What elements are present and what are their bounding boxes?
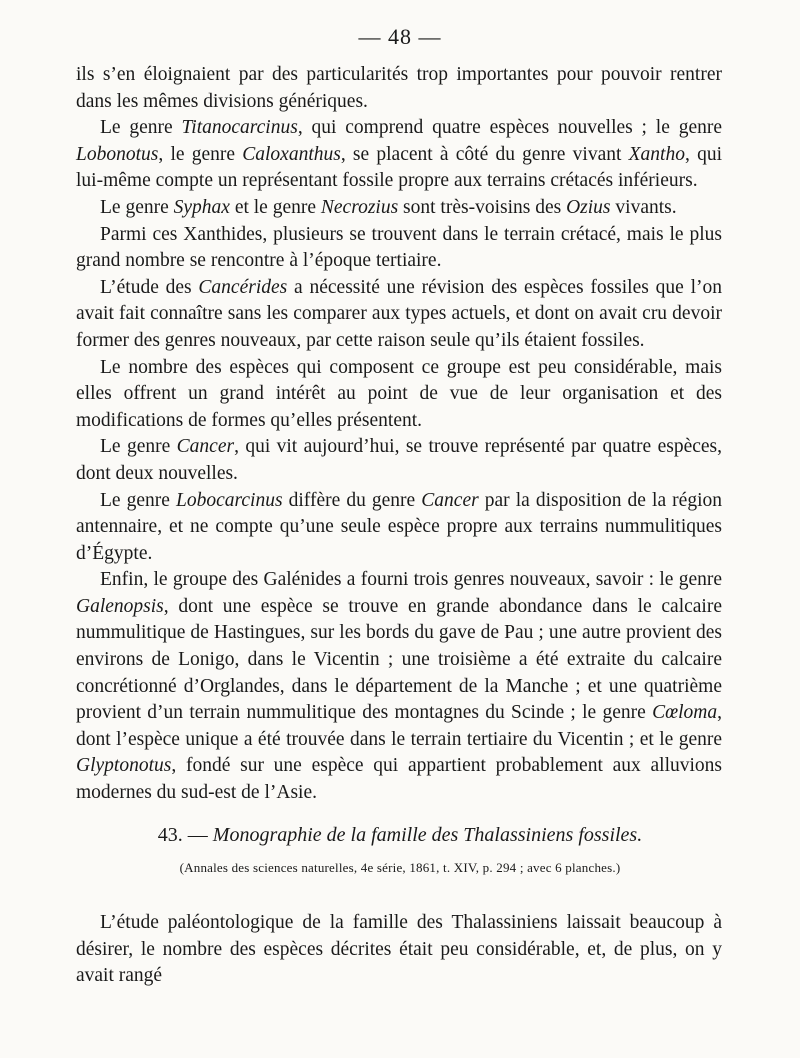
- italic-term: Syphax: [173, 196, 230, 218]
- italic-term: Titanocarcinus: [181, 117, 298, 139]
- text-run: , se placent à côté du genre vivant: [340, 143, 629, 165]
- text-run: Le genre: [100, 196, 174, 218]
- text-run: , fondé sur une espèce qui appartient probablement aux alluvions modernes du sud-est de l’Asie.: [76, 755, 722, 804]
- italic-term: Cœloma: [652, 702, 718, 724]
- italic-term: Cancer: [176, 436, 235, 458]
- text-run: , dont une espèce se trouve en grande abondance dans le calcaire nummulitique de Hastingues, sur les bords du gave de Pau ; une autre provient des environs de Lonigo, dans le Vicentin ; une troisième a été extraite du calcaire concrétionné d’Orglandes, dans le département de la Manche ; et une quatrième provient d’un terrain nummulitique des montagnes du Scinde ; le genre: [76, 595, 722, 724]
- paragraph: [76, 355, 722, 435]
- text-run: Le nombre des espèces qui composent ce groupe est peu considérable, mais elles offrent un grand intérêt au point de vue de leur organisation et des modifications de formes qu’elles présentent.: [76, 356, 722, 431]
- text-run: Parmi ces Xanthides, plusieurs se trouvent dans le terrain crétacé, mais le plus grand nombre se rencontre à l’époque tertiaire.: [76, 223, 722, 272]
- text-run: par la disposition de la région antennaire, et ne compte qu’une seule espèce propre aux terrains nummulitiques d’Égypte.: [76, 489, 722, 564]
- italic-term: Lobonotus: [76, 143, 159, 165]
- text-run: Le genre: [100, 489, 177, 511]
- text-run: L’étude des: [100, 276, 199, 298]
- text-run: vivants.: [610, 196, 677, 218]
- paragraph: L’étude paléontologique de la famille des Thalassiniens laissait beaucoup à désirer, le nombre des espèces décrites était peu considérable, et, de plus, on y avait rangé: [76, 912, 722, 987]
- text-run: diffère du genre: [282, 489, 422, 511]
- italic-term: Cancérides: [198, 276, 288, 298]
- text-run: , le genre: [158, 143, 243, 165]
- text-run: , qui lui-même compte un représentant fossile propre aux terrains crétacés inférieurs.: [76, 143, 722, 192]
- italic-term: Lobocarcinus: [176, 489, 283, 511]
- italic-term: Glyptonotus: [76, 755, 172, 777]
- text-run: sont très-voisins des: [398, 196, 567, 218]
- text-run: a nécessité une révision des espèces fossiles que l’on avait fait connaître sans les comparer aux types actuels, et dont on avait cru devoir former des genres nouveaux, par cette raison seule qu’ils étaient fossiles.: [76, 276, 722, 351]
- section-number: 43. —: [157, 824, 213, 846]
- text-run: , qui vit aujourd’hui, se trouve représenté par quatre espèces, dont deux nouvelles.: [76, 436, 722, 484]
- italic-term: Galenopsis: [76, 595, 164, 617]
- section-heading: [0, 824, 800, 847]
- text-run: Le genre: [100, 117, 182, 139]
- section-title: Monographie de la famille des Thalassiniens fossiles.: [212, 824, 643, 846]
- text-run: , qui comprend quatre espèces nouvelles ; le genre: [297, 117, 723, 139]
- text-run: Enfin, le groupe des Galénides a fourni trois genres nouveaux, savoir : le genre: [100, 569, 722, 591]
- paragraph: [76, 567, 722, 806]
- paragraph: [76, 115, 722, 195]
- italic-term: Xantho: [628, 143, 685, 165]
- paragraph: [76, 195, 722, 222]
- paragraph: [76, 488, 722, 568]
- citation: (Annales des sciences naturelles, 4e série, 1861, t. XIV, p. 294 ; avec 6 planches.): [179, 860, 621, 875]
- text-run: , dont l’espèce unique a été trouvée dans le terrain tertiaire du Vicentin ; et le genre: [76, 702, 722, 750]
- paragraph: [76, 275, 722, 355]
- page-number: — 48 —: [358, 24, 442, 49]
- italic-term: Caloxanthus: [242, 143, 341, 165]
- section-body: [76, 910, 722, 990]
- italic-term: Cancer: [421, 489, 479, 511]
- paragraph: [76, 434, 722, 487]
- text-run: et le genre: [229, 196, 321, 218]
- italic-term: Ozius: [566, 196, 611, 218]
- italic-term: Necrozius: [320, 196, 399, 218]
- text-run: Le genre: [100, 436, 177, 458]
- paragraph: [76, 62, 722, 115]
- body-text: [76, 62, 722, 807]
- paragraph: [76, 222, 722, 275]
- text-run: ils s’en éloignaient par des particularités trop importantes pour pouvoir rentrer dans les mêmes divisions génériques.: [76, 64, 722, 112]
